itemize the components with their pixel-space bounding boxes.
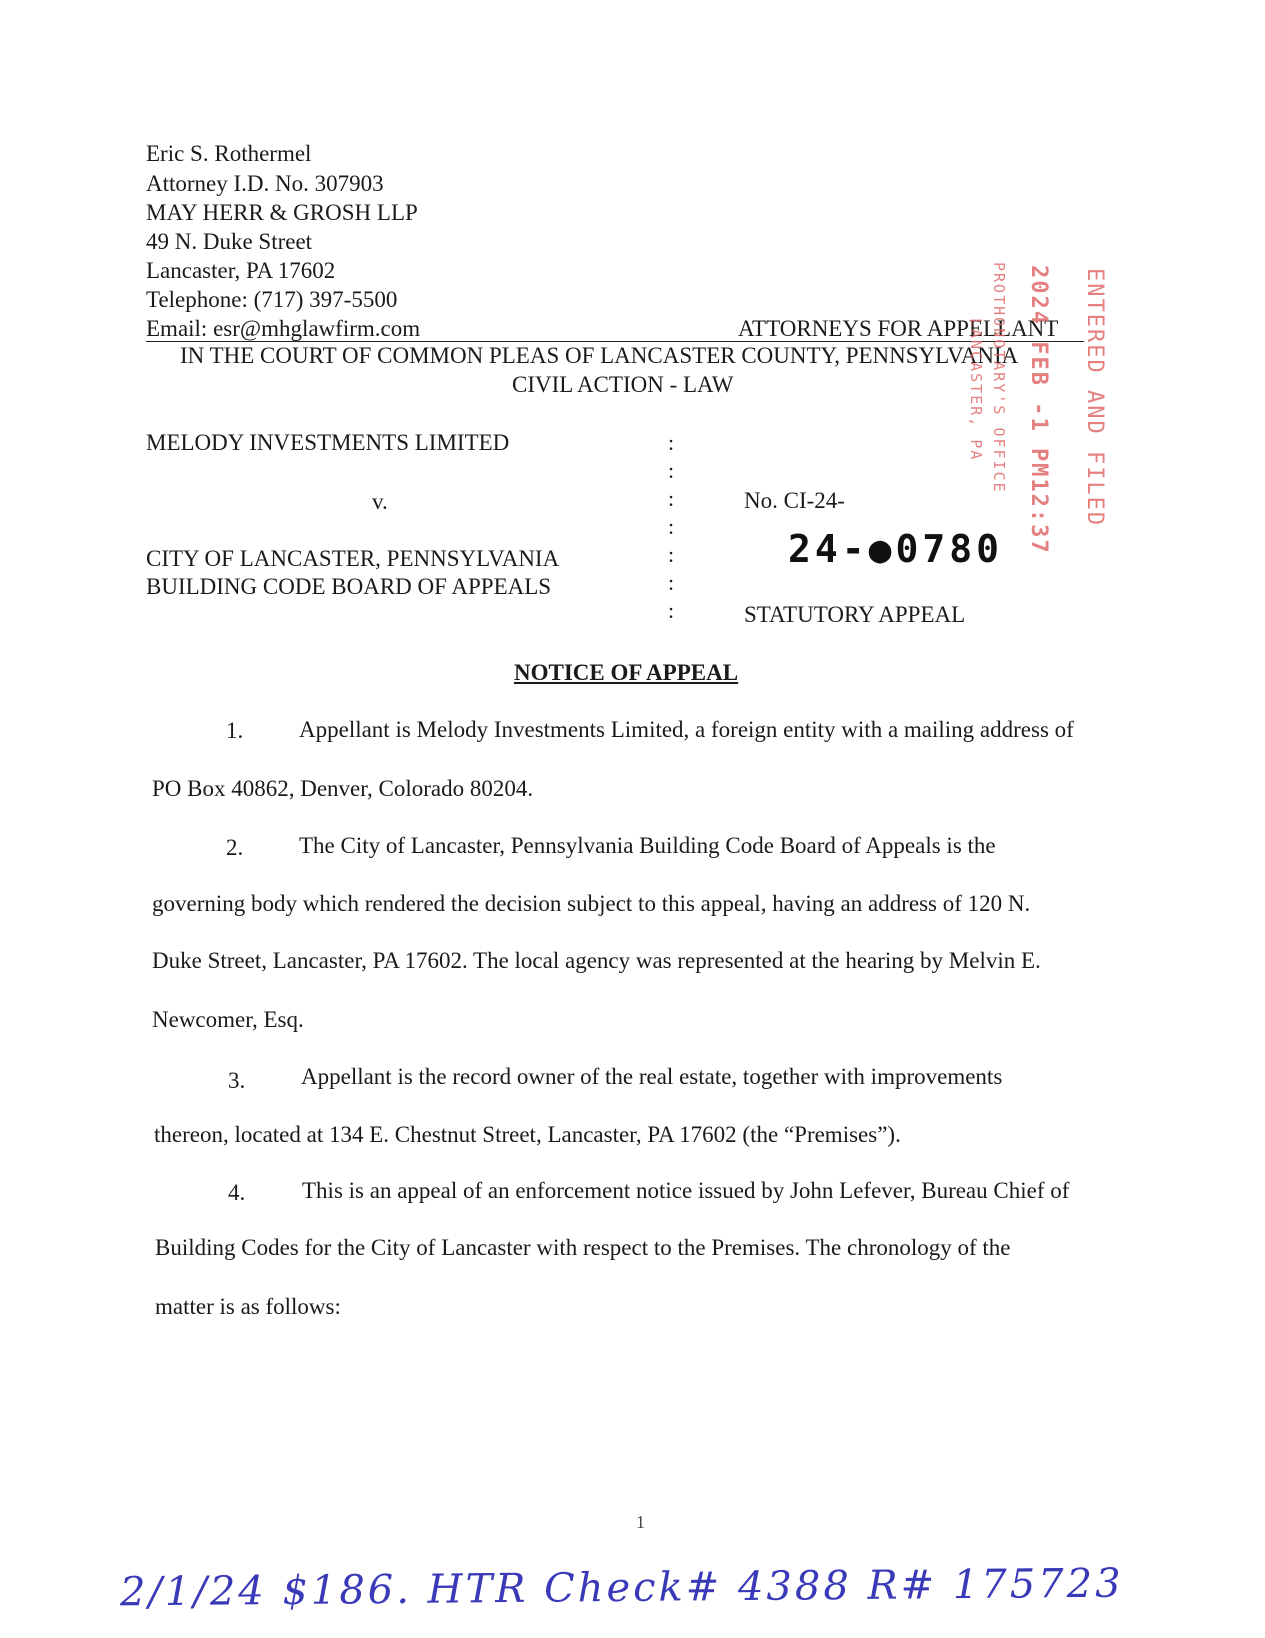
versus: v.	[372, 489, 388, 514]
paragraph-4-line-3: matter is as follows:	[155, 1294, 341, 1319]
paragraph-2-line-4: Newcomer, Esq.	[152, 1007, 304, 1032]
caption-colon: :	[668, 458, 675, 483]
filing-stamp-datetime: 2024 FEB -1 PM12:37	[1026, 265, 1051, 555]
caption-colon: :	[668, 570, 675, 595]
caption-colon: :	[668, 514, 675, 539]
firm-email: Email: esr@mhglawfirm.com	[146, 316, 421, 341]
court-action: CIVIL ACTION - LAW	[512, 372, 734, 397]
paragraph-2-number: 2.	[226, 835, 244, 860]
appellee-line-1: CITY OF LANCASTER, PENNSYLVANIA	[146, 546, 560, 571]
appellee-line-2: BUILDING CODE BOARD OF APPEALS	[146, 574, 552, 599]
docket-number-stamp: 24-●0780	[788, 527, 1004, 571]
attorneys-for: ATTORNEYS FOR APPELLANT	[738, 316, 1059, 341]
firm-city: Lancaster, PA 17602	[146, 258, 336, 283]
paragraph-1-line-1: Appellant is Melody Investments Limited, a foreign entity with a mailing address of	[299, 717, 1074, 742]
paragraph-1-number: 1.	[226, 718, 244, 743]
paragraph-3-number: 3.	[228, 1068, 246, 1093]
attorney-name: Eric S. Rothermel	[146, 141, 312, 166]
case-number-label: No. CI-24-	[744, 488, 845, 513]
paragraph-2-line-2: governing body which rendered the decision subject to this appeal, having an address of 120 N.	[152, 891, 1031, 916]
paragraph-2-line-1: The City of Lancaster, Pennsylvania Building Code Board of Appeals is the	[299, 833, 996, 858]
filing-stamp-office: PROTHONOTARY'S OFFICE	[990, 262, 1008, 494]
handwritten-filing-note: 2/1/24 $186. HTR Check# 4388 R# 175723	[119, 1560, 1124, 1616]
notice-title: NOTICE OF APPEAL	[514, 660, 739, 685]
caption-colon: :	[668, 486, 675, 511]
paragraph-4-line-1: This is an appeal of an enforcement notice issued by John Lefever, Bureau Chief of	[302, 1178, 1070, 1203]
page-number: 1	[636, 1512, 645, 1532]
firm-telephone: Telephone: (717) 397-5500	[146, 287, 398, 312]
caption-colon: :	[668, 430, 675, 455]
paragraph-4-number: 4.	[228, 1180, 246, 1205]
firm-street: 49 N. Duke Street	[146, 229, 313, 254]
law-firm: MAY HERR & GROSH LLP	[146, 200, 418, 225]
paragraph-3-line-2: thereon, located at 134 E. Chestnut Street, Lancaster, PA 17602 (the “Premises”).	[154, 1122, 901, 1147]
case-type: STATUTORY APPEAL	[744, 602, 966, 627]
appellant-name: MELODY INVESTMENTS LIMITED	[146, 430, 510, 455]
court-name: IN THE COURT OF COMMON PLEAS OF LANCASTER COUNTY, PENNSYLVANIA	[180, 343, 1019, 368]
filing-stamp-location: LANCASTER, PA	[967, 318, 985, 462]
filing-stamp-entered: ENTERED AND FILED	[1082, 268, 1107, 528]
caption-colon: :	[668, 598, 675, 623]
paragraph-3-line-1: Appellant is the record owner of the real estate, together with improvements	[301, 1064, 1003, 1089]
paragraph-1-line-2: PO Box 40862, Denver, Colorado 80204.	[152, 776, 534, 801]
paragraph-4-line-2: Building Codes for the City of Lancaster with respect to the Premises. The chronology of the	[155, 1235, 1011, 1260]
paragraph-2-line-3: Duke Street, Lancaster, PA 17602. The local agency was represented at the hearing by Melvin E.	[152, 948, 1041, 973]
attorney-id: Attorney I.D. No. 307903	[146, 171, 384, 196]
caption-colon: :	[668, 542, 675, 567]
